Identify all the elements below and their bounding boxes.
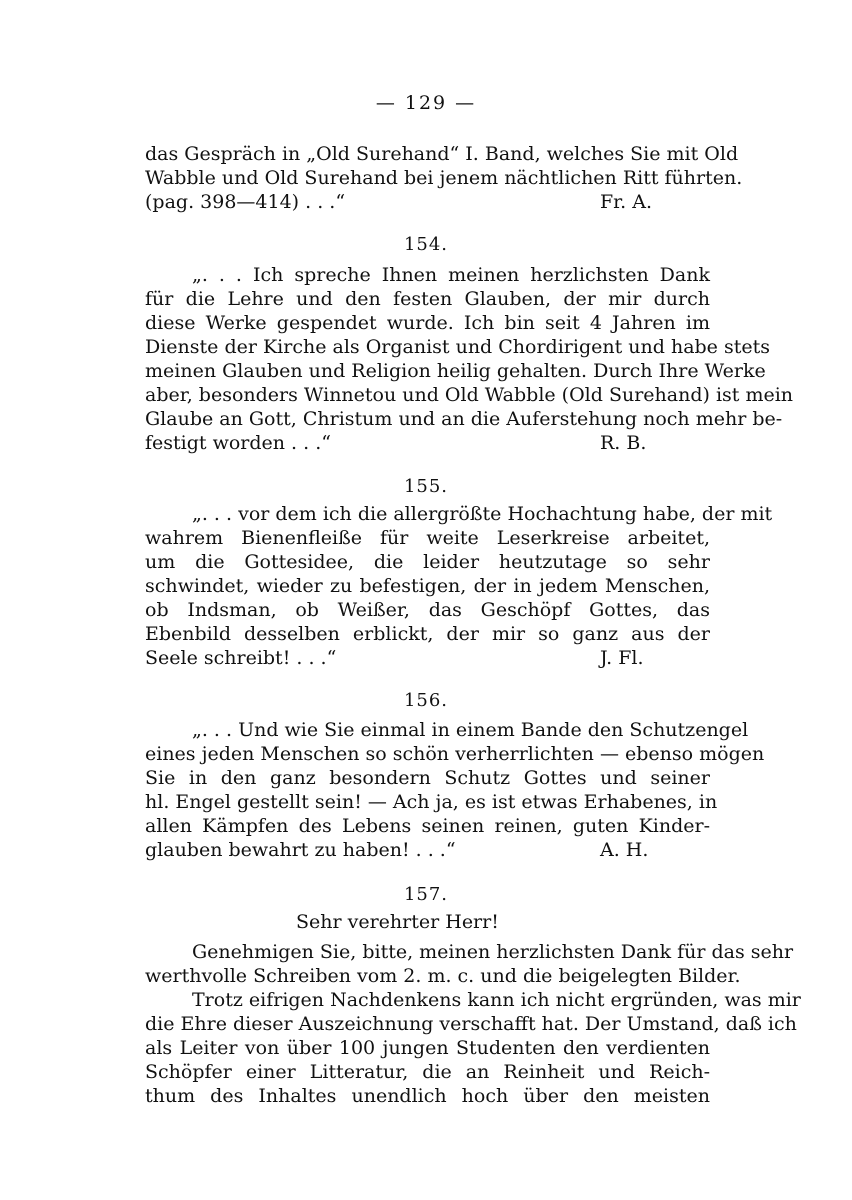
text-line: werthvolle Schreiben vom 2. m. c. und die beigelegten Bilder. — [145, 965, 741, 987]
text-line: Sie in den ganz besondern Schutz Gottes und seiner — [145, 767, 710, 789]
text-line: glauben bewahrt zu haben! . . .“ — [145, 839, 456, 861]
text-line: (pag. 398—414) . . .“ — [145, 191, 346, 213]
text-line: eines jeden Menschen so schön verherrlichten — ebenso mögen — [145, 743, 765, 765]
text-line: diese Werke gespendet wurde. Ich bin seit 4 Jahren im — [145, 312, 710, 334]
text-line: „. . . vor dem ich die allergrößte Hochachtung habe, der mit — [192, 503, 773, 525]
text-line: die Ehre dieser Auszeichnung verschafft hat. Der Umstand, daß ich — [145, 1013, 797, 1035]
text-line: festigt worden . . .“ — [145, 432, 331, 454]
text-line: allen Kämpfen des Lebens seinen reinen, guten Kinder- — [145, 815, 710, 837]
text-line: hl. Engel gestellt sein! — Ach ja, es ist etwas Erhabenes, in — [145, 791, 718, 813]
text-line: meinen Glauben und Religion heilig gehalten. Durch Ihre Werke — [145, 360, 766, 382]
entry-number: 154. — [403, 234, 449, 255]
text-line-with-signature — [145, 838, 710, 862]
text-line: Wabble und Old Surehand bei jenem nächtlichen Ritt führten. — [145, 167, 743, 189]
text-line-with-signature — [145, 190, 710, 214]
text-line: thum des Inhaltes unendlich hoch über den meisten — [145, 1085, 710, 1107]
salutation: Sehr verehrter Herr! — [296, 911, 499, 933]
text-line: wahrem Bienenfleiße für weite Leserkreise arbeitet, — [145, 527, 710, 549]
text-line: als Leiter von über 100 jungen Studenten den verdienten — [145, 1037, 710, 1059]
text-line-with-signature — [145, 431, 710, 455]
text-line: ob Indsman, ob Weißer, das Geschöpf Gottes, das — [145, 599, 710, 621]
text-line: „. . . Ich spreche Ihnen meinen herzlichsten Dank — [192, 264, 710, 286]
text-line: Glaube an Gott, Christum und an die Auferstehung noch mehr be- — [145, 408, 783, 430]
text-line: Seele schreibt! . . .“ — [145, 647, 337, 669]
signature: J. Fl. — [600, 647, 644, 669]
entry-number: 156. — [403, 690, 449, 711]
text-line: Genehmigen Sie, bitte, meinen herzlichsten Dank für das sehr — [192, 941, 794, 963]
text-line: Schöpfer einer Litteratur, die an Reinheit und Reich- — [145, 1061, 710, 1083]
text-line: Trotz eifrigen Nachdenkens kann ich nicht ergründen, was mir — [192, 989, 801, 1011]
signature: Fr. A. — [600, 191, 653, 213]
page-number: — 129 — — [375, 92, 477, 114]
entry-number: 157. — [403, 884, 449, 905]
text-line: schwindet, wieder zu befestigen, der in jedem Menschen, — [145, 575, 710, 597]
signature: A. H. — [600, 839, 649, 861]
text-line: für die Lehre und den festen Glauben, der mir durch — [145, 288, 710, 310]
text-line: um die Gottesidee, die leider heutzutage so sehr — [145, 551, 710, 573]
signature: R. B. — [600, 432, 647, 454]
text-line: Dienste der Kirche als Organist und Chordirigent und habe stets — [145, 336, 770, 358]
entry-number: 155. — [403, 476, 449, 497]
text-line: Ebenbild desselben erblickt, der mir so ganz aus der — [145, 623, 710, 645]
text-line-with-signature — [145, 646, 710, 670]
text-line: aber, besonders Winnetou und Old Wabble (Old Surehand) ist mein — [145, 384, 794, 406]
text-line: „. . . Und wie Sie einmal in einem Bande den Schutzengel — [192, 719, 749, 741]
text-line: das Gespräch in „Old Surehand“ I. Band, welches Sie mit Old — [145, 143, 739, 165]
